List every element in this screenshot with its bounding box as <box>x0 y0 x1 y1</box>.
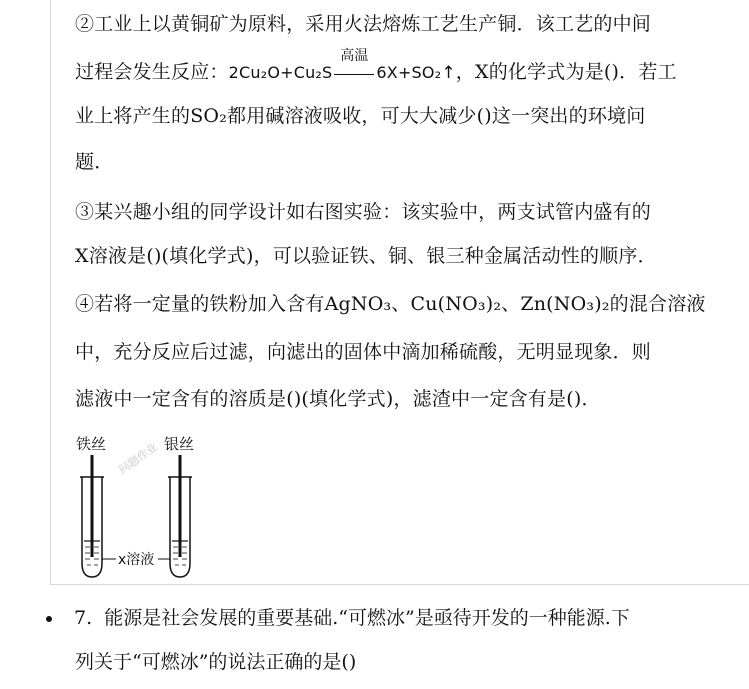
solution-label: x溶液 <box>118 552 155 568</box>
text-line-9: 滤液中一定含有的溶质是()(填化学式)，滤渣中一定含有是()． <box>75 388 601 410</box>
equation-right: 6X+SO₂ <box>376 63 442 82</box>
text-line-5: ③某兴趣小组的同学设计如右图实验：该实验中，两支试管内盛有的 <box>75 201 652 223</box>
watermark: 问题作业 <box>116 440 161 477</box>
question-7-text-1: 能源是社会发展的重要基础.“可燃冰”是亟待开发的一种能源.下 <box>104 607 630 629</box>
text-line-1: ②工业上以黄铜矿为原料，采用火法熔炼工艺生产铜．该工艺的中间 <box>75 13 652 35</box>
condition-bar <box>334 74 374 75</box>
equation-left: 2Cu₂O+Cu₂S <box>228 63 333 82</box>
question-7-line-1 <box>46 606 630 630</box>
test-tube-figure <box>66 425 226 585</box>
text-line-2 <box>75 48 677 86</box>
text-line-4: 题． <box>75 151 114 173</box>
question-number: 7. <box>74 607 93 629</box>
text-line-2-prefix: 过程会发生反应： <box>75 61 229 83</box>
text-line-7: ④若将一定量的铁粉加入含有AgNO₃、Cu(NO₃)₂、Zn(NO₃)₂的混合溶液 <box>75 293 706 315</box>
reaction-condition <box>332 48 376 86</box>
question-7-line-2: 列关于“可燃冰”的说法正确的是() <box>75 651 357 673</box>
gas-arrow-icon: ↑ <box>441 63 456 83</box>
bullet-icon <box>46 616 52 622</box>
text-line-3: 业上将产生的SO₂都用碱溶液吸收，可大大减少()这一突出的环境问 <box>75 105 646 127</box>
silver-wire-label: 银丝 <box>164 435 195 453</box>
text-line-6: X溶液是()(填化学式)，可以验证铁、铜、银三种金属活动性的顺序． <box>75 245 657 267</box>
text-line-2-suffix: ，X的化学式为是()．若工 <box>455 61 677 83</box>
iron-wire-label: 铁丝 <box>76 435 107 453</box>
text-line-8: 中，充分反应后过滤，向滤出的固体中滴加稀硫酸，无明显现象．则 <box>75 341 652 363</box>
condition-label: 高温 <box>340 48 369 64</box>
